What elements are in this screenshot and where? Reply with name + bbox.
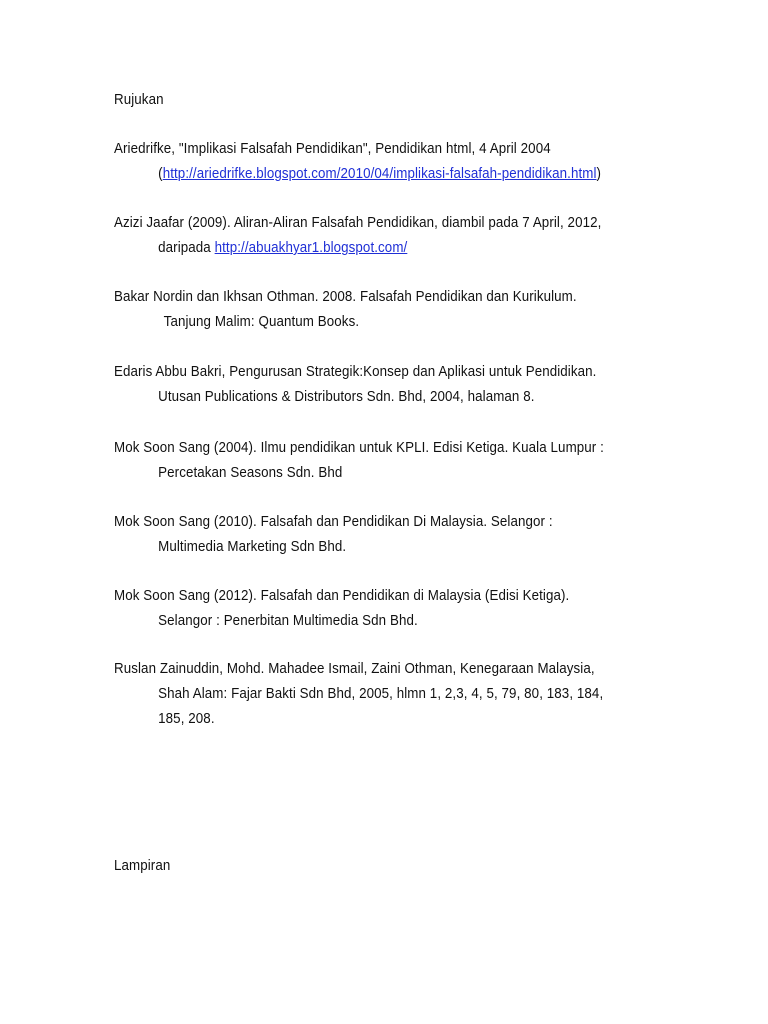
reference-line: Ruslan Zainuddin, Mohd. Mahadee Ismail, Zaini Othman, Kenegaraan Malaysia, (114, 661, 595, 677)
reference-line: daripada http://abuakhyar1.blogspot.com/ (158, 240, 408, 256)
reference-entry (114, 510, 553, 560)
reference-line: Bakar Nordin dan Ikhsan Othman. 2008. Falsafah Pendidikan dan Kurikulum. (114, 289, 577, 305)
reference-line: 185, 208. (158, 711, 215, 727)
reference-line: Azizi Jaafar (2009). Aliran-Aliran Falsafah Pendidikan, diambil pada 7 April, 2012, (114, 215, 602, 231)
reference-line: Mok Soon Sang (2004). Ilmu pendidikan untuk KPLI. Edisi Ketiga. Kuala Lumpur : (114, 440, 604, 456)
reference-line: Mok Soon Sang (2010). Falsafah dan Pendidikan Di Malaysia. Selangor : (114, 514, 553, 530)
reference-line: Mok Soon Sang (2012). Falsafah dan Pendidikan di Malaysia (Edisi Ketiga). (114, 588, 570, 604)
reference-entry (114, 584, 569, 634)
heading-rujukan: Rujukan (114, 92, 164, 108)
reference-line: Ariedrifke, "Implikasi Falsafah Pendidikan", Pendidikan html, 4 April 2004 (114, 141, 551, 157)
reference-line: (http://ariedrifke.blogspot.com/2010/04/implikasi-falsafah-pendidikan.html) (158, 166, 602, 182)
reference-line: Selangor : Penerbitan Multimedia Sdn Bhd. (158, 613, 418, 629)
reference-entry (114, 285, 577, 335)
reference-link[interactable]: http://ariedrifke.blogspot.com/2010/04/implikasi-falsafah-pendidikan.html (162, 166, 597, 182)
reference-line: Multimedia Marketing Sdn Bhd. (158, 539, 347, 555)
reference-entry (114, 657, 603, 732)
reference-line: Percetakan Seasons Sdn. Bhd (158, 465, 343, 481)
reference-line: Utusan Publications & Distributors Sdn. Bhd, 2004, halaman 8. (158, 389, 535, 405)
reference-line: Edaris Abbu Bakri, Pengurusan Strategik:Konsep dan Aplikasi untuk Pendidikan. (114, 364, 597, 380)
heading-lampiran: Lampiran (114, 858, 171, 874)
reference-line: Shah Alam: Fajar Bakti Sdn Bhd, 2005, hlmn 1, 2,3, 4, 5, 79, 80, 183, 184, (158, 686, 604, 702)
reference-entry (114, 436, 604, 486)
reference-entry (114, 137, 601, 187)
reference-entry (114, 211, 601, 261)
reference-line: Tanjung Malim: Quantum Books. (163, 314, 360, 330)
reference-link[interactable]: http://abuakhyar1.blogspot.com/ (214, 240, 408, 256)
reference-entry (114, 360, 596, 410)
